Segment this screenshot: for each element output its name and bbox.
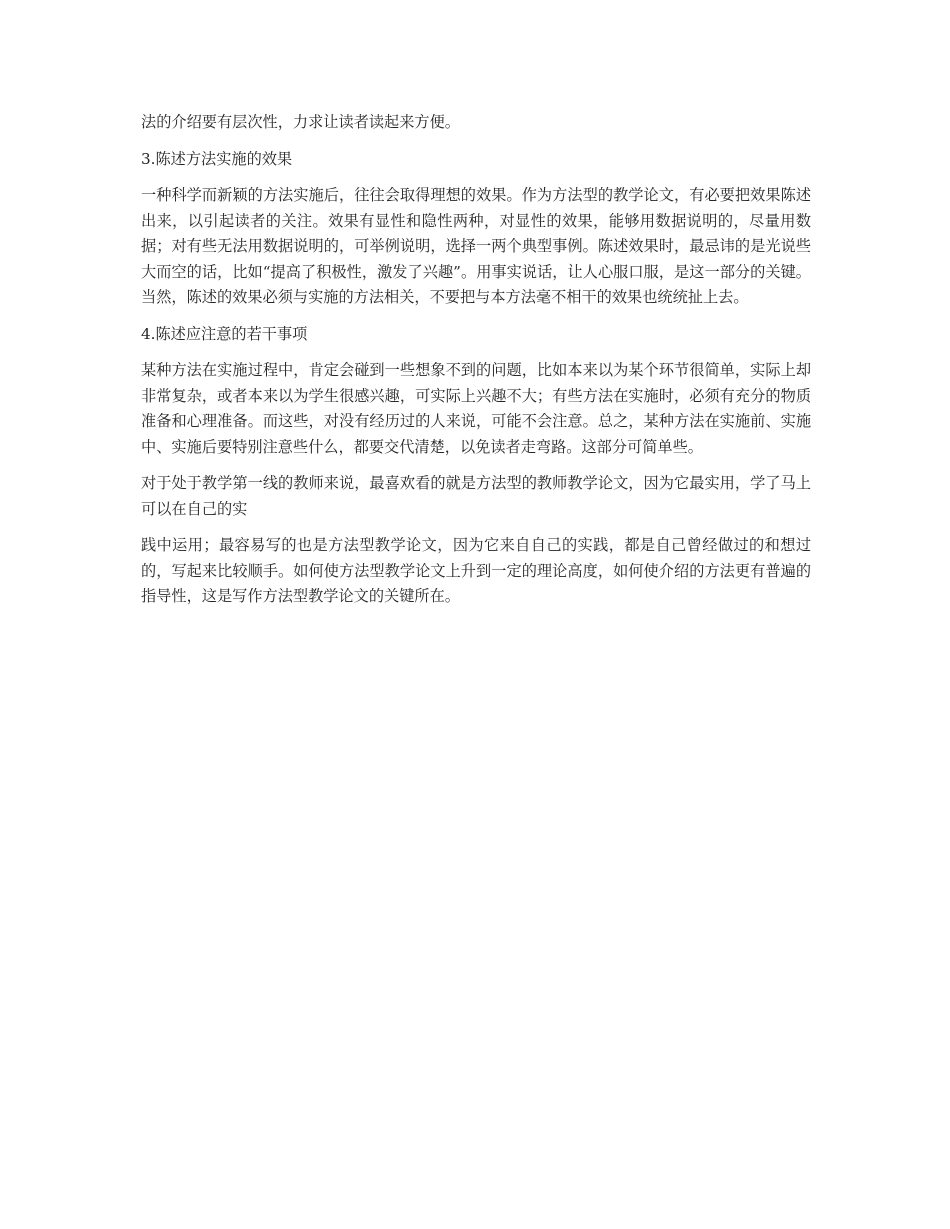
document-body [141,110,811,621]
paragraph-frontline-teachers: 对于处于教学第一线的教师来说，最喜欢看的就是方法型的教师教学论文，因为它最实用，学了马上可以在自己的实 [141,474,811,518]
section-heading-3: 3.陈述方法实施的效果 [141,149,293,168]
paragraph-intro-continuation: 法的介绍要有层次性，力求让读者读起来方便。 [141,113,460,131]
section-heading-4: 4.陈述应注意的若干事项 [141,324,308,343]
paragraph-notes: 某种方法在实施过程中，肯定会碰到一些想象不到的问题，比如本来以为某个环节很简单，实际上却非常复杂，或者本来以为学生很感兴趣，可实际上兴趣不大；有些方法在实施时，必须有充分的物质准备和心理准备。而这些，对没有经历过的人来说，可能不会注意。总之，某种方法在实施前、实施中、实施后要特别注意些什么，都要交代清楚，以免读者走弯路。这部分可简单些。 [141,361,811,456]
paragraph-effects: 一种科学而新颖的方法实施后，往往会取得理想的效果。作为方法型的教学论文，有必要把效果陈述出来，以引起读者的关注。效果有显性和隐性两种，对显性的效果，能够用数据说明的，尽量用数据；对有些无法用数据说明的，可举例说明，选择一两个典型事例。陈述效果时，最忌讳的是光说些大而空的话，比如“提高了积极性，激发了兴趣”。用事实说话，让人心服口服，是这一部分的关键。当然，陈述的效果必须与实施的方法相关，不要把与本方法毫不相干的效果也统统扯上去。 [141,186,811,306]
paragraph-conclusion: 践中运用；最容易写的也是方法型教学论文，因为它来自自己的实践，都是自己曾经做过的和想过的，写起来比较顺手。如何使方法型教学论文上升到一定的理论高度，如何使介绍的方法更有普遍的指导性，这是写作方法型教学论文的关键所在。 [141,536,811,605]
